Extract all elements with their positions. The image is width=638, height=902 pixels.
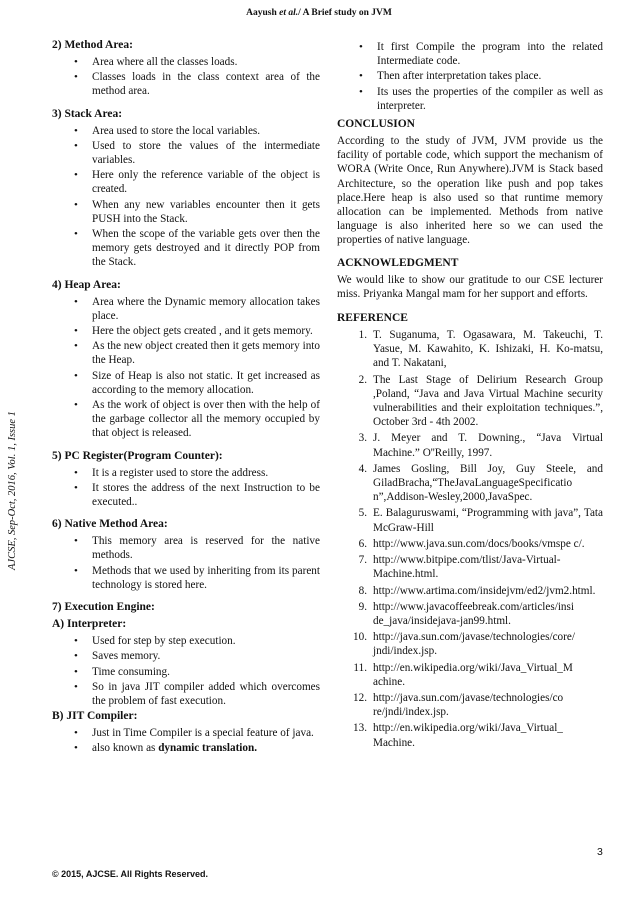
page-number: 3 (597, 846, 603, 858)
list-item: • Used for step by step execution. (52, 634, 320, 648)
running-header (0, 8, 638, 18)
list-item: • Area where all the classes loads. (52, 55, 320, 69)
list-item: • It is a register used to store the address. (52, 466, 320, 480)
reference-text: http://www.bitpipe.com/tlist/Java-Virtual-Machine.html. (373, 554, 561, 581)
reference-section (337, 311, 603, 750)
pc-register-section (52, 449, 320, 510)
execution-engine-section (52, 600, 320, 755)
method-area-heading: 2) Method Area: (52, 39, 133, 51)
stack-area-heading: 3) Stack Area: (52, 107, 123, 120)
acknowledgment-text: We would like to show our gratitude to our CSE lecturer miss. Priyanka Mangal mam for her support and efforts. (337, 273, 603, 300)
list-item: • Saves memory. (52, 649, 320, 663)
reference-text: J. Meyer and T. Downing., “Java Virtual Machine.” O''Reilly, 1997. (373, 432, 603, 459)
reference-item: 3. J. Meyer and T. Downing., “Java Virtual Machine.” O''Reilly, 1997. (358, 432, 603, 459)
heap-area-heading: 4) Heap Area: (52, 278, 121, 291)
acknowledgment-section (337, 256, 603, 301)
reference-item: 13. http://en.wikipedia.org/wiki/Java_Virtual_ Machine. (353, 722, 563, 749)
list-item: • Then after interpretation takes place. (337, 69, 603, 83)
jit-heading: B) JIT Compiler: (52, 710, 138, 723)
reference-item: 10. http://java.sun.com/javase/technologies/core/ jndi/index.jsp. (353, 631, 575, 658)
reference-text: http://java.sun.com/javase/technologies/core/ jndi/index.jsp. (373, 631, 575, 658)
list-item: • Methods that we used by inheriting from its parent technology is stored here. (52, 564, 320, 592)
conclusion-section (337, 117, 603, 248)
list-item (52, 741, 320, 755)
list-item: • This memory area is reserved for the native methods. (52, 534, 320, 562)
header-title: A Brief study on JVM (302, 8, 392, 18)
list-item: • Size of Heap is also not static. It get increased as according to the memory allocation. (52, 369, 320, 397)
reference-text: E. Balaguruswami, “Programming with java”, Tata McGraw-Hill (373, 507, 603, 534)
header-slash: / (298, 8, 301, 18)
execution-engine-heading: 7) Execution Engine: (52, 601, 155, 614)
native-method-list (52, 534, 320, 592)
jit-last-bold: dynamic translation. (158, 742, 258, 755)
reference-heading: REFERENCE (337, 312, 408, 325)
acknowledgment-heading: ACKNOWLEDGMENT (337, 256, 459, 269)
reference-item: 12. http://java.sun.com/javase/technologies/co re/jndi/index.jsp. (353, 691, 564, 719)
reference-text: http://www.java.sun.com/docs/books/vmspe c/. (373, 537, 585, 550)
reference-list (337, 328, 603, 750)
jit-last-prefix: also known as (92, 742, 159, 755)
list-item: • Just in Time Compiler is a special feature of java. (52, 726, 320, 740)
reference-text: http://www.artima.com/insidejvm/ed2/jvm2.html. (373, 584, 596, 597)
stack-area-list (52, 124, 320, 270)
reference-text: James Gosling, Bill Joy, Guy Steele, and GiladBracha,“TheJavaLanguageSpecificatio n”,Addison-Wesley,2000,JavaSpec. (373, 462, 603, 504)
header-authors: Aayush (246, 8, 277, 18)
list-item: • As the new object created then it gets memory into the Heap. (52, 339, 320, 367)
list-item: • It stores the address of the next Instruction to be executed.. (52, 481, 320, 509)
reference-item: 1. T. Suganuma, T. Ogasawara, M. Takeuchi, T. Yasue, M. Kawahito, K. Ishizaki, H. Ko-matsu, and T. Nakatani, (358, 329, 603, 370)
native-method-heading: 6) Native Method Area: (52, 518, 168, 531)
pc-register-list (52, 466, 320, 510)
reference-text: http://en.wikipedia.org/wiki/Java_Virtual_ Machine. (373, 722, 563, 749)
list-item: • Here the object gets created , and it gets memory. (52, 324, 320, 338)
side-label-text: AJCSE, Sep-Oct, 2016, Vol. 1, Issue 1 (7, 411, 18, 570)
list-item: • Time consuming. (52, 665, 320, 679)
list-item: • When the scope of the variable gets over then the memory gets destroyed and it directly POP from the Stack. (52, 227, 320, 270)
jit-continued-list (337, 40, 603, 113)
interpreter-list (52, 634, 320, 708)
heap-area-list (52, 295, 320, 441)
list-item: • Classes loads in the class context area of the method area. (52, 70, 320, 98)
list-item: • So in java JIT compiler added which overcomes the problem of fast execution. (52, 680, 320, 708)
left-column (52, 38, 320, 764)
list-item: • It first Compile the program into the related Intermediate code. (337, 40, 603, 68)
reference-item: 8. http://www.artima.com/insidejvm/ed2/jvm2.html. (358, 584, 596, 597)
header-etal: et al. (279, 8, 299, 18)
native-method-section (52, 517, 320, 592)
stack-area-section (52, 107, 320, 270)
reference-text: The Last Stage of Delirium Research Group ,Poland, “Java and Java Virtual Machine security vulnerabilities and their exploitation techniques.”, October 3rd - 4th 2002. (373, 373, 603, 429)
list-item: • Here only the reference variable of the object is created. (52, 168, 320, 196)
list-item: • When any new variables encounter then it gets PUSH into the Stack. (52, 198, 320, 226)
heap-area-section (52, 278, 320, 441)
reference-item: 9. http://www.javacoffeebreak.com/articles/insi de_java/insidejava-jan99.html. (358, 600, 574, 627)
list-item: • Area where the Dynamic memory allocation takes place. (52, 295, 320, 323)
jit-list (52, 726, 320, 755)
method-area-list (52, 55, 320, 99)
reference-text: http://en.wikipedia.org/wiki/Java_Virtual_M achine. (373, 661, 573, 688)
reference-item: 7. http://www.bitpipe.com/tlist/Java-Virtual-Machine.html. (358, 554, 561, 581)
reference-item: 2. The Last Stage of Delirium Research Group ,Poland, “Java and Java Virtual Machine security vulnerabilities and their exploitation techniques.”, October 3rd - 4th 2002. (358, 373, 603, 429)
list-item: • Area used to store the local variables. (52, 124, 320, 138)
reference-item: 6. http://www.java.sun.com/docs/books/vmspe c/. (358, 537, 585, 550)
reference-text: http://java.sun.com/javase/technologies/co re/jndi/index.jsp. (373, 691, 564, 719)
list-item: • As the work of object is over then with the help of the garbage collector all the memory occupied by that object is released. (52, 398, 320, 441)
pc-register-heading: 5) PC Register(Program Counter): (52, 449, 223, 462)
conclusion-text: According to the study of JVM, JVM provide us the facility of portable code, which support the mechanism of WORA (Write Once, Run Anywhere).JVM is Stack based Architecture, so the operation like push and pop takes place.Here heap is also used so that runtime memory allocation can be implemented. Methods from native language is also inherited here so we can used the properties of native language. (337, 135, 603, 247)
reference-item: 11. http://en.wikipedia.org/wiki/Java_Virtual_M achine. (353, 661, 573, 688)
list-item: • Used to store the values of the intermediate variables. (52, 139, 320, 167)
reference-text: http://www.javacoffeebreak.com/articles/insi de_java/insidejava-jan99.html. (373, 600, 574, 627)
list-item: • Its uses the properties of the compiler as well as interpreter. (337, 85, 603, 113)
copyright-footer: © 2015, AJCSE. All Rights Reserved. (52, 869, 209, 879)
conclusion-heading: CONCLUSION (337, 118, 415, 131)
reference-item: 4. James Gosling, Bill Joy, Guy Steele, and GiladBracha,“TheJavaLanguageSpecificatio n”,Addison-Wesley,2000,JavaSpec. (358, 462, 603, 504)
right-column (337, 40, 603, 758)
interpreter-heading: A) Interpreter: (52, 618, 127, 631)
reference-item: 5. E. Balaguruswami, “Programming with java”, Tata McGraw-Hill (358, 507, 603, 534)
method-area-section (52, 38, 320, 99)
reference-text: T. Suganuma, T. Ogasawara, M. Takeuchi, T. Yasue, M. Kawahito, K. Ishizaki, H. Ko-matsu, and T. Nakatani, (373, 329, 603, 370)
